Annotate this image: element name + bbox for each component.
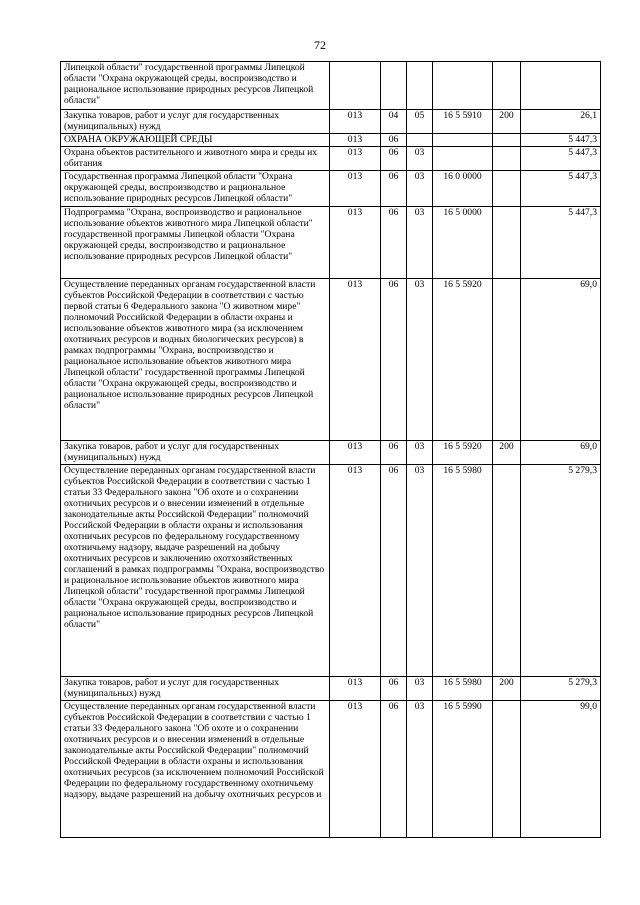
row-sum: 5 447,3 <box>521 134 601 147</box>
table-row <box>61 465 601 677</box>
row-expense-type <box>493 171 521 207</box>
row-subsection-code: 03 <box>407 207 433 279</box>
row-subsection-code: 03 <box>407 465 433 677</box>
row-subsection-code: 05 <box>407 110 433 134</box>
row-subsection-code: 03 <box>407 441 433 465</box>
row-target-article: 16 0 0000 <box>433 171 493 207</box>
row-expense-type: 200 <box>493 677 521 701</box>
row-target-article: 16 5 5920 <box>433 441 493 465</box>
row-section-code: 06 <box>381 465 407 677</box>
row-subsection-code: 03 <box>407 279 433 441</box>
row-ministry-code: 013 <box>330 110 381 134</box>
row-expense-type <box>493 147 521 171</box>
row-subsection-code: 03 <box>407 701 433 838</box>
page-number: 72 <box>314 38 326 52</box>
row-target-article: 16 5 5980 <box>433 465 493 677</box>
row-sum <box>521 62 601 110</box>
row-expense-type <box>493 465 521 677</box>
table-row <box>61 134 601 147</box>
table-row <box>61 207 601 279</box>
row-target-article: 16 5 5910 <box>433 110 493 134</box>
budget-table-body <box>61 62 601 838</box>
table-row <box>61 441 601 465</box>
row-sum: 5 447,3 <box>521 207 601 279</box>
row-section-code: 04 <box>381 110 407 134</box>
row-sum: 26,1 <box>521 110 601 134</box>
row-sum: 5 279,3 <box>521 677 601 701</box>
row-ministry-code: 013 <box>330 171 381 207</box>
row-section-code: 06 <box>381 701 407 838</box>
row-name: Закупка товаров, работ и услуг для государственных (муниципальных) нужд <box>61 441 330 465</box>
row-sum: 5 447,3 <box>521 171 601 207</box>
row-ministry-code: 013 <box>330 207 381 279</box>
row-subsection-code: 03 <box>407 677 433 701</box>
row-name: Закупка товаров, работ и услуг для государственных (муниципальных) нужд <box>61 677 330 701</box>
row-expense-type <box>493 701 521 838</box>
row-section-code: 06 <box>381 207 407 279</box>
row-name: Осуществление переданных органам государственной власти субъектов Российской Федерации в соответствии с частью 1 статьи 33 Федерального закона "Об охоте и о сохранении охотничьих ресурсов и о внесении изменений в отдельные законодательные акты Российской Федерации" полномочий Российской Федерации в области охраны и использования охотничьих ресурсов (за исключением полномочий Российской Федерации по федеральному государственному охотничьему надзору, выдаче разрешений на добычу охотничьих ресурсов и <box>61 701 330 838</box>
row-ministry-code: 013 <box>330 441 381 465</box>
row-expense-type: 200 <box>493 110 521 134</box>
row-section-code: 06 <box>381 171 407 207</box>
row-sum: 5 447,3 <box>521 147 601 171</box>
row-sum: 5 279,3 <box>521 465 601 677</box>
row-expense-type <box>493 207 521 279</box>
table-row <box>61 279 601 441</box>
row-section-code: 06 <box>381 441 407 465</box>
row-ministry-code <box>330 62 381 110</box>
row-ministry-code: 013 <box>330 465 381 677</box>
table-row <box>61 147 601 171</box>
row-section-code: 06 <box>381 134 407 147</box>
row-expense-type: 200 <box>493 441 521 465</box>
table-row <box>61 171 601 207</box>
row-expense-type <box>493 279 521 441</box>
table-row <box>61 701 601 838</box>
row-section-code: 06 <box>381 147 407 171</box>
row-subsection-code <box>407 62 433 110</box>
row-target-article <box>433 62 493 110</box>
row-ministry-code: 013 <box>330 279 381 441</box>
row-target-article <box>433 134 493 147</box>
budget-table <box>60 61 601 838</box>
row-name: Осуществление переданных органам государственной власти субъектов Российской Федерации в соответствии с частью 1 статьи 33 Федерального закона "Об охоте и о сохранении охотничьих ресурсов и о внесении изменений в отдельные законодательные акты Российской Федерации" полномочий Российской Федерации в области охраны и использования охотничьих ресурсов по федеральному государственному охотничьему надзору, выдаче разрешений на добычу охотничьих ресурсов и заключению охотхозяйственных соглашений в рамках подпрограммы "Охрана, воспроизводство и рациональное использование объектов животного мира Липецкой области" государственной программы Липецкой области "Охрана окружающей среды, воспроизводство и рациональное использование природных ресурсов Липецкой области" <box>61 465 330 677</box>
row-section-code <box>381 62 407 110</box>
row-sum: 69,0 <box>521 279 601 441</box>
table-row <box>61 677 601 701</box>
table-row <box>61 110 601 134</box>
row-name: Закупка товаров, работ и услуг для государственных (муниципальных) нужд <box>61 110 330 134</box>
row-target-article <box>433 147 493 171</box>
row-sum: 69,0 <box>521 441 601 465</box>
row-name: Подпрограмма "Охрана, воспроизводство и рациональное использование объектов животного мира Липецкой области" государственной программы Липецкой области "Охрана окружающей среды, воспроизводство и рациональное использование природных ресурсов Липецкой области" <box>61 207 330 279</box>
row-name: Липецкой области" государственной программы Липецкой области "Охрана окружающей среды, воспроизводство и рациональное использование природных ресурсов Липецкой области" <box>61 62 330 110</box>
row-target-article: 16 5 5920 <box>433 279 493 441</box>
row-name: Государственная программа Липецкой области "Охрана окружающей среды, воспроизводство и рациональное использование природных ресурсов Липецкой области" <box>61 171 330 207</box>
row-ministry-code: 013 <box>330 677 381 701</box>
row-ministry-code: 013 <box>330 701 381 838</box>
row-section-code: 06 <box>381 677 407 701</box>
row-ministry-code: 013 <box>330 147 381 171</box>
row-name: Осуществление переданных органам государственной власти субъектов Российской Федерации в соответствии с частью первой статьи 6 Федерального закона "О животном мире" полномочий Российской Федерации в области охраны и использование объектов животного мира (за исключением охотничьих ресурсов и водных биологических ресурсов) в рамках подпрограммы "Охрана, воспроизводство и рациональное использование объектов животного мира Липецкой области" государственной программы Липецкой области "Охрана окружающей среды, воспроизводство и рациональное использование природных ресурсов Липецкой области" <box>61 279 330 441</box>
row-section-code: 06 <box>381 279 407 441</box>
row-name: ОХРАНА ОКРУЖАЮЩЕЙ СРЕДЫ <box>61 134 330 147</box>
row-name: Охрана объектов растительного и животного мира и среды их обитания <box>61 147 330 171</box>
row-target-article: 16 5 5980 <box>433 677 493 701</box>
row-target-article: 16 5 5990 <box>433 701 493 838</box>
row-subsection-code: 03 <box>407 171 433 207</box>
row-expense-type <box>493 134 521 147</box>
row-target-article: 16 5 0000 <box>433 207 493 279</box>
row-ministry-code: 013 <box>330 134 381 147</box>
row-subsection-code: 03 <box>407 147 433 171</box>
table-row <box>61 62 601 110</box>
row-sum: 99,0 <box>521 701 601 838</box>
row-expense-type <box>493 62 521 110</box>
row-subsection-code <box>407 134 433 147</box>
